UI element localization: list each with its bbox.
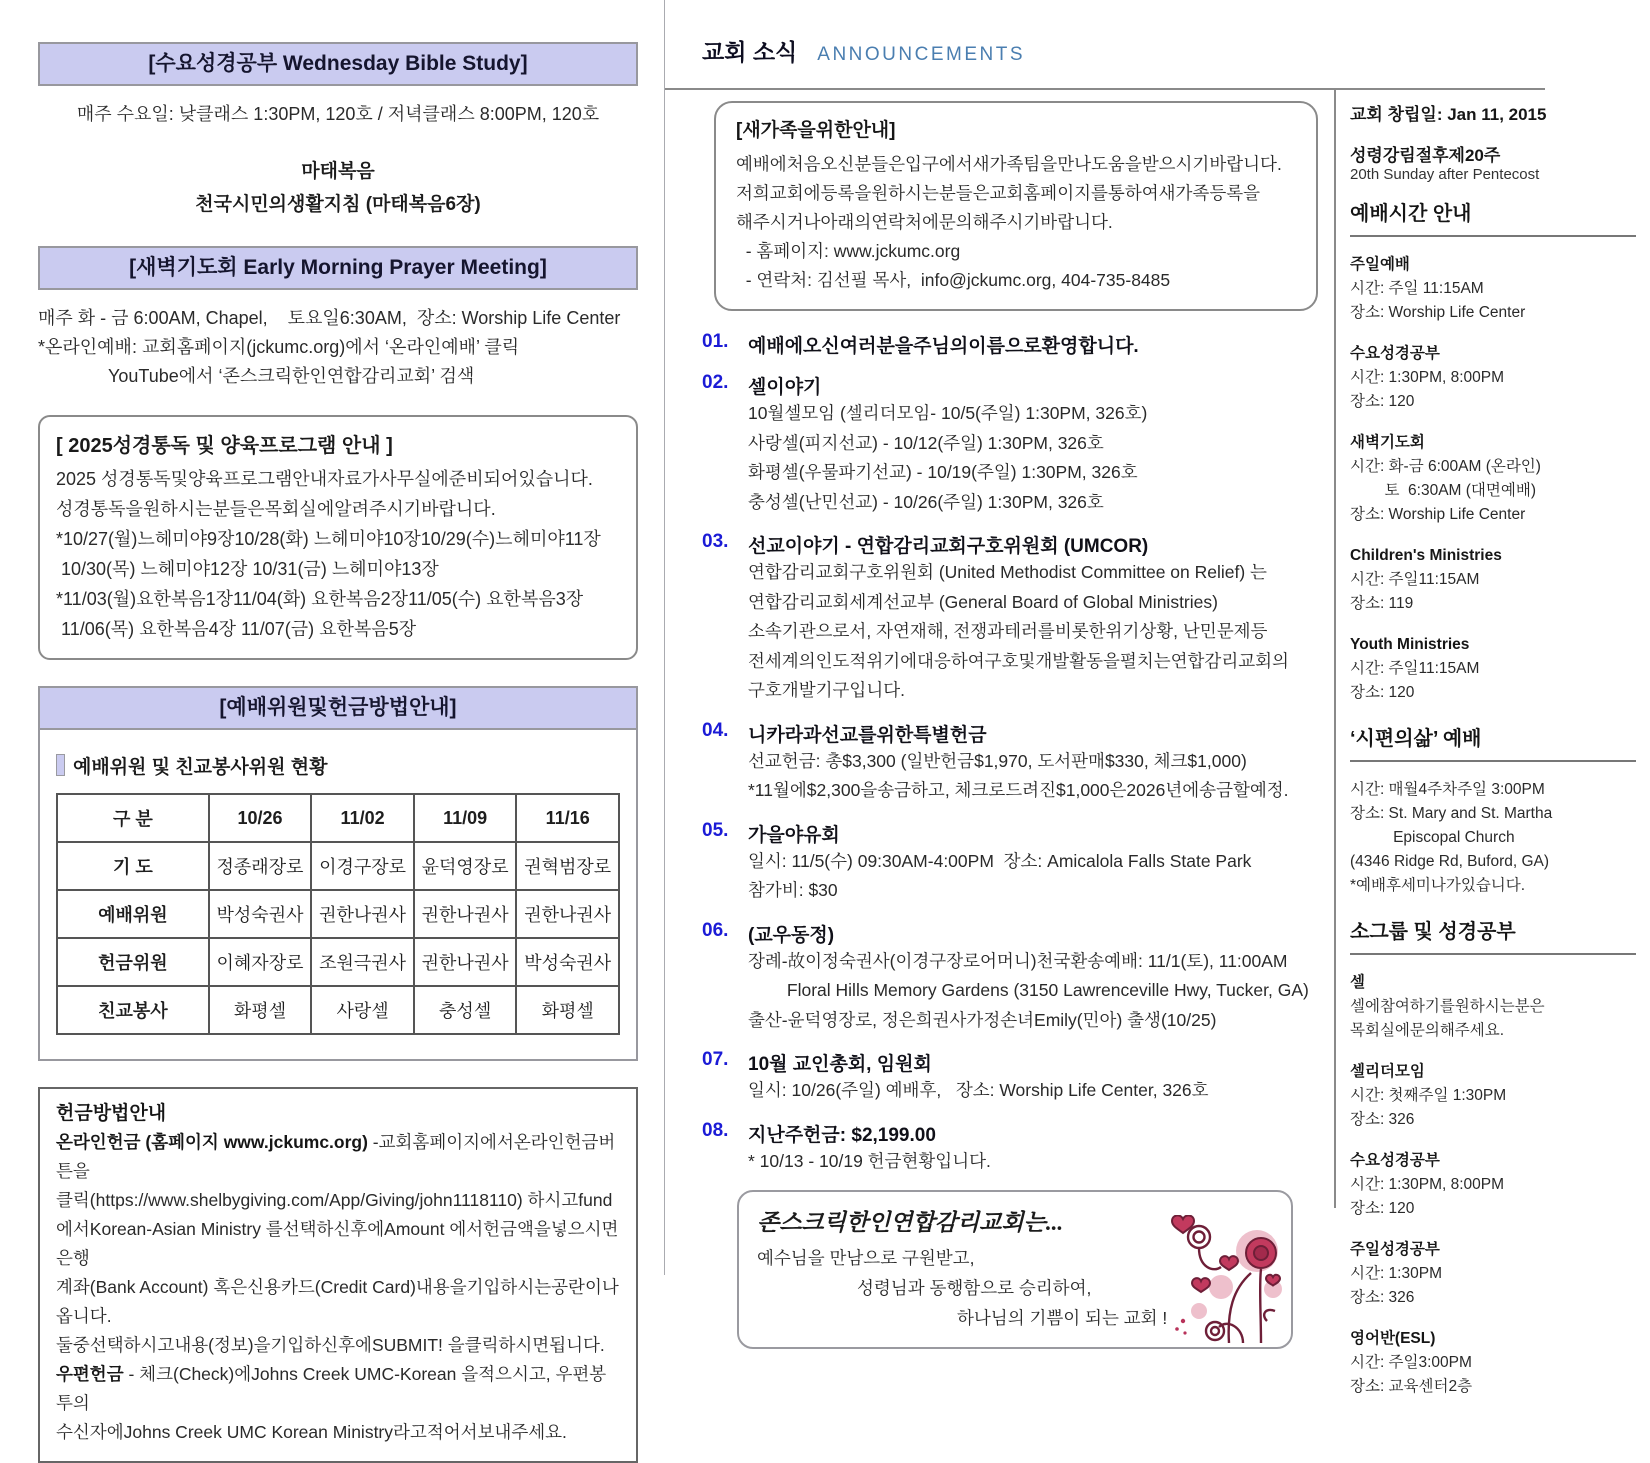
text-line: 계좌(Bank Account) 혹은신용카드(Credit Card)내용을기입하시는공란이나옵니다.	[56, 1277, 619, 1326]
sidebar-sections	[1350, 197, 1636, 1399]
table-cell: 권한나권사	[516, 890, 619, 938]
text-line: 토 6:30AM (대면예배)	[1350, 482, 1536, 499]
announcement-body	[748, 558, 1317, 706]
text-line: 시간: 1:30PM, 8:00PM	[1350, 369, 1505, 386]
text-line: 시간: 1:30PM	[1350, 1265, 1442, 1282]
flower-illustration	[1169, 1215, 1285, 1343]
announcement-item	[692, 1120, 1317, 1177]
text-line: 전세계의인도적위기에대응하여구호및개발활동을펼치는연합감리교회의	[748, 650, 1289, 671]
text-line: Episcopal Church	[1350, 829, 1515, 846]
item-title-text: 가을야유회	[748, 824, 840, 846]
announcements-column	[692, 34, 1317, 1349]
text-line: 출산-윤덕영장로, 정은희권사가정손녀Emily(민아) 출생(10/25)	[748, 1009, 1217, 1030]
text-line: YouTube에서 ‘존스크릭한인연합감리교회’ 검색	[38, 366, 475, 386]
sidebar-entry	[1350, 253, 1636, 325]
text-line: *11/03(월)요한복음1장11/04(화) 요한복음2장11/05(수) 요한복음3장	[56, 589, 584, 609]
text-line: 장소: 120	[1350, 684, 1415, 701]
item-number: 02.	[702, 372, 729, 393]
table-cell: 권한나권사	[414, 890, 517, 938]
table-cell: 박성숙권사	[516, 938, 619, 986]
table-cell: 박성숙권사	[209, 890, 312, 938]
text-line: 장소: 120	[1350, 1200, 1415, 1217]
table-cell: 충성셀	[414, 986, 517, 1034]
entry-name: 수요성경공부	[1350, 1152, 1440, 1169]
text-line: 시간: 화-금 6:00AM (온라인)	[1350, 458, 1541, 475]
wednesday-bible-study-header: [수요성경공부 Wednesday Bible Study]	[38, 42, 638, 86]
announcement-item	[692, 531, 1317, 706]
online-offering-text: -교회홈페이지에서온라인헌금버튼을	[56, 1132, 616, 1181]
table-header-row	[57, 794, 619, 842]
offering-method-box	[38, 1087, 638, 1463]
text-line: Floral Hills Memory Gardens (3150 Lawrenceville Hwy, Tucker, GA)	[748, 980, 1309, 1000]
item-title-text: 니카라과선교를위한특별헌금	[748, 724, 987, 746]
announcement-title	[692, 1049, 1317, 1076]
announcements-title-kr: 교회 소식	[702, 39, 798, 65]
announcement-body	[748, 847, 1317, 906]
text-line: 장소: 120	[1350, 393, 1415, 410]
bible-reading-program-box	[38, 415, 638, 660]
announcement-title	[692, 1120, 1317, 1147]
offering-title: 헌금방법안내	[56, 1103, 167, 1124]
item-title-text: 선교이야기 - 연합감리교회구호위원회 (UMCOR)	[748, 536, 1149, 557]
announcement-body	[748, 1076, 1317, 1106]
text-line: 둘중선택하시고내용(정보)을기입하신후에SUBMIT! 을클릭하시면됩니다.	[56, 1335, 605, 1355]
pentecost-week-kr: 성령강림절후제20주	[1350, 146, 1501, 165]
table-cell: 화평셀	[209, 986, 312, 1034]
sidebar-entry	[1350, 778, 1636, 898]
text-line: 연합감리교회세계선교부 (General Board of Global Ministries)	[748, 591, 1218, 612]
text-line: 매주 화 - 금 6:00AM, Chapel, 토요일6:30AM, 장소: Worship Life Center	[38, 308, 621, 328]
mail-offering-line	[56, 1360, 620, 1418]
announcement-body	[748, 947, 1317, 1036]
announcement-item	[692, 1049, 1317, 1106]
announcement-body	[748, 1147, 1317, 1177]
announcement-title	[692, 920, 1317, 947]
entry-name: Youth Ministries	[1350, 636, 1470, 653]
table-cell: 권혁범장로	[516, 842, 619, 890]
announcement-list	[692, 331, 1317, 1176]
prayer-meeting-header: [새벽기도회 Early Morning Prayer Meeting]	[38, 246, 638, 290]
item-number: 03.	[702, 531, 729, 552]
text-line: 장소: 119	[1350, 595, 1414, 612]
sidebar-entry	[1350, 342, 1636, 414]
program-details	[56, 464, 620, 644]
text-line: 11/06(목) 요한복음4장 11/07(금) 요한복음5장	[56, 619, 417, 639]
item-title-text: 예배에오신여러분을주님의이름으로환영합니다.	[748, 336, 1139, 357]
column-header: 11/16	[516, 794, 619, 842]
newcomer-title: [새가족을위한안내]	[736, 120, 896, 141]
text-line: 2025 성경통독및양육프로그램안내자료가사무실에준비되어있습니다.	[56, 469, 593, 489]
text-line: 클릭(https://www.shelbygiving.com/App/Giving/john1118110) 하시고fund	[56, 1190, 613, 1210]
item-number: 01.	[702, 331, 729, 352]
text-line: 소속기관으로서, 자연재해, 전쟁과테러를비롯한위기상황, 난민문제등	[748, 621, 1268, 641]
sidebar-entry	[1350, 1327, 1636, 1399]
study-book: 마태복음	[301, 161, 375, 182]
text-line: 성경통독을원하시는분들은목회실에알려주시기바랍니다.	[56, 499, 496, 519]
row-header: 친교봉사	[57, 986, 209, 1034]
text-line: 화평셀(우물파기선교) - 10/19(주일) 1:30PM, 326호	[748, 462, 1138, 482]
mail-offering-text: - 체크(Check)에Johns Creek UMC-Korean 을적으시고, 우편봉투의	[56, 1364, 607, 1413]
prayer-meeting-details	[38, 304, 638, 391]
text-line: 선교헌금: 총$3,300 (일반헌금$1,970, 도서판매$330, 체크$1,000)	[748, 750, 1247, 771]
entry-name: 주일예배	[1350, 256, 1410, 273]
sidebar-entry	[1350, 971, 1636, 1043]
announcement-item	[692, 331, 1317, 358]
text-line: 장소: 교육센터2층	[1350, 1378, 1473, 1395]
sidebar-entry	[1350, 1060, 1636, 1132]
label-bullet-icon	[56, 754, 65, 776]
program-title: [ 2025성경통독 및 양육프로그램 안내 ]	[56, 435, 393, 457]
worship-committee-section	[38, 686, 638, 1061]
text-line: 시간: 주일 11:15AM	[1350, 280, 1484, 297]
table-cell: 화평셀	[516, 986, 619, 1034]
online-offering-line	[56, 1128, 620, 1186]
committee-body	[40, 730, 636, 1059]
left-column	[38, 42, 638, 1463]
text-line: (4346 Ridge Rd, Buford, GA)	[1350, 853, 1550, 870]
text-line: 장소: 326	[1350, 1111, 1415, 1128]
text-line: 성령님과 동행함으로 승리하여,	[857, 1278, 1092, 1298]
text-line: 장소: St. Mary and St. Martha	[1350, 805, 1553, 822]
wednesday-schedule: 매주 수요일: 낮클래스 1:30PM, 120호 / 저녁클래스 8:00PM, 120호	[76, 104, 600, 124]
vision-script: 존스크릭한인연합감리교회는...	[757, 1210, 1064, 1235]
entry-name: Children's Ministries	[1350, 547, 1502, 564]
text-line: 해주시거나아래의연락처에문의해주시기바랍니다.	[736, 212, 1113, 232]
text-line: 목회실에문의해주세요.	[1350, 1022, 1505, 1039]
text-line: 시간: 매월4주차주일 3:00PM	[1350, 781, 1545, 798]
text-line: 하나님의 기쁨이 되는 교회 !	[957, 1308, 1168, 1328]
mail-offering-label: 우편헌금	[56, 1364, 124, 1384]
study-topic: 천국시민의생활지침 (마태복음6장)	[195, 194, 481, 215]
table-cell: 조원극권사	[311, 938, 414, 986]
sidebar	[1350, 100, 1636, 1416]
sidebar-entry	[1350, 1238, 1636, 1310]
item-number: 07.	[702, 1049, 729, 1070]
sidebar-entry	[1350, 431, 1636, 527]
announcement-title	[692, 720, 1317, 747]
table-row	[57, 986, 619, 1034]
row-header: 헌금위원	[57, 938, 209, 986]
text-line: *예배후세미나가있습니다.	[1350, 877, 1526, 894]
text-line: 사랑셀(피지선교) - 10/12(주일) 1:30PM, 326호	[748, 432, 1104, 453]
table-cell: 정종래장로	[209, 842, 312, 890]
announcements-header	[692, 34, 1317, 67]
text-line: 연합감리교회구호위원회 (United Methodist Committee on Relief) 는	[748, 562, 1267, 582]
text-line: 저희교회에등록을원하시는분들은교회홈페이지를통하여새가족등록을	[736, 183, 1261, 203]
text-line: 충성셀(난민선교) - 10/26(주일) 1:30PM, 326호	[748, 491, 1104, 512]
text-line: 시간: 주일11:15AM	[1350, 660, 1480, 677]
sidebar-section-header: 소그룹 및 성경공부	[1350, 915, 1636, 955]
item-number: 08.	[702, 1119, 729, 1141]
column-header: 11/02	[311, 794, 414, 842]
column-divider	[664, 0, 665, 1275]
announcement-item	[692, 720, 1317, 806]
text-line: 10월셀모임 (셀리더모임- 10/5(주일) 1:30PM, 326호)	[748, 403, 1148, 423]
online-offering-label: 온라인헌금 (홈페이지 www.jckumc.org)	[56, 1132, 368, 1152]
committee-header: [예배위원및헌금방법안내]	[40, 688, 636, 730]
table-row	[57, 842, 619, 890]
text-line: 예수님을 만남으로 구원받고,	[757, 1248, 975, 1268]
text-line: 장례-故이정숙권사(이경구장로어머니)천국환송예배: 11/1(토), 11:00AM	[748, 950, 1288, 971]
sidebar-divider	[1334, 88, 1336, 1208]
entry-name: 주일성경공부	[1350, 1241, 1440, 1258]
text-line: 시간: 주일3:00PM	[1350, 1354, 1472, 1371]
table-cell: 권한나권사	[414, 938, 517, 986]
announcement-title	[692, 372, 1317, 399]
sidebar-entry	[1350, 633, 1636, 705]
sidebar-entry	[1350, 1149, 1636, 1221]
row-header: 기 도	[57, 842, 209, 890]
text-line: *11월에$2,300을송금하고, 체크로드려진$1,000은2026년에송금할예정.	[748, 780, 1289, 800]
text-line: 에서Korean-Asian Ministry 를선택하신후에Amount 에서헌금액을넣으시면은행	[56, 1219, 619, 1268]
item-number: 05.	[702, 819, 729, 841]
committee-status-label	[56, 752, 620, 779]
text-line: *온라인예배: 교회홈페이지(jckumc.org)에서 ‘온라인예배’ 클릭	[38, 337, 520, 357]
text-line: - 홈페이지: www.jckumc.org	[736, 241, 961, 261]
committee-table	[56, 793, 620, 1035]
text-line: 구호개발기구입니다.	[748, 680, 906, 700]
offering-details	[56, 1186, 620, 1360]
text-line: 일시: 10/26(주일) 예배후, 장소: Worship Life Center, 326호	[748, 1080, 1209, 1100]
item-number: 06.	[702, 919, 729, 941]
table-cell: 사랑셀	[311, 986, 414, 1034]
text-line: 장소: 326	[1350, 1289, 1415, 1306]
text-line: 참가비: $30	[748, 880, 838, 900]
text-line: 시간: 1:30PM, 8:00PM	[1350, 1176, 1505, 1193]
text-line: - 연락처: 김선필 목사, info@jckumc.org, 404-735-8485	[736, 270, 1171, 290]
row-header: 예배위원	[57, 890, 209, 938]
mail-offering-line2: 수신자에Johns Creek UMC Korean Ministry라고적어서보내주세요.	[56, 1422, 567, 1442]
entry-name: 영어반(ESL)	[1350, 1330, 1436, 1347]
table-cell: 이경구장로	[311, 842, 414, 890]
committee-label-text: 예배위원 및 친교봉사위원 현황	[73, 757, 328, 778]
text-line: * 10/13 - 10/19 헌금현황입니다.	[748, 1150, 991, 1171]
founding-date: 교회 창립일: Jan 11, 2015	[1350, 105, 1547, 124]
newcomer-guide-box	[714, 101, 1318, 311]
announcement-title	[692, 531, 1317, 558]
pentecost-week-en: 20th Sunday after Pentecost	[1350, 166, 1540, 183]
item-title-text: 셀이야기	[748, 377, 822, 398]
table-row	[57, 938, 619, 986]
column-header: 10/26	[209, 794, 312, 842]
entry-name: 셀리더모임	[1350, 1063, 1425, 1080]
text-line: 일시: 11/5(수) 09:30AM-4:00PM 장소: Amicalola Falls State Park	[748, 850, 1252, 871]
column-header: 구 분	[57, 794, 209, 842]
announcement-body	[748, 747, 1317, 806]
entry-name: 수요성경공부	[1350, 345, 1440, 362]
entry-name: 셀	[1350, 974, 1365, 991]
announcement-item	[692, 820, 1317, 906]
text-line: 셀에참여하기를원하시는분은	[1350, 998, 1545, 1015]
text-line: 예배에처음오신분들은입구에서새가족팀을만나도움을받으시기바랍니다.	[736, 154, 1282, 174]
announcement-title	[692, 331, 1317, 358]
newcomer-details	[736, 150, 1296, 295]
text-line: 시간: 첫째주일 1:30PM	[1350, 1087, 1507, 1104]
sidebar-section-header: 예배시간 안내	[1350, 197, 1636, 237]
table-cell: 이혜자장로	[209, 938, 312, 986]
sidebar-section-header: ‘시편의삶’ 예배	[1350, 722, 1636, 762]
entry-name: 새벽기도회	[1350, 434, 1425, 451]
text-line: 장소: Worship Life Center	[1350, 304, 1526, 321]
table-cell: 윤덕영장로	[414, 842, 517, 890]
item-title-text: (교우동정)	[748, 924, 835, 946]
announcements-title-en: ANNOUNCEMENTS	[817, 44, 1025, 65]
text-line: 장소: Worship Life Center	[1350, 506, 1526, 523]
text-line: 시간: 주일11:15AM	[1350, 571, 1480, 588]
item-number: 04.	[702, 719, 729, 741]
sidebar-entry	[1350, 544, 1636, 616]
announcement-item	[692, 920, 1317, 1036]
item-title-text: 지난주헌금: $2,199.00	[748, 1124, 936, 1146]
text-line: 10/30(목) 느헤미야12장 10/31(금) 느헤미야13장	[56, 559, 439, 579]
text-line: *10/27(월)느헤미야9장10/28(화) 느헤미야10장10/29(수)느헤미야11장	[56, 529, 601, 549]
table-cell: 권한나권사	[311, 890, 414, 938]
announcement-item	[692, 372, 1317, 517]
table-row	[57, 890, 619, 938]
church-vision-box	[737, 1190, 1293, 1349]
item-title-text: 10월 교인총회, 임원회	[748, 1054, 932, 1075]
column-header: 11/09	[414, 794, 517, 842]
announcement-title	[692, 820, 1317, 847]
announcement-body	[748, 399, 1317, 517]
